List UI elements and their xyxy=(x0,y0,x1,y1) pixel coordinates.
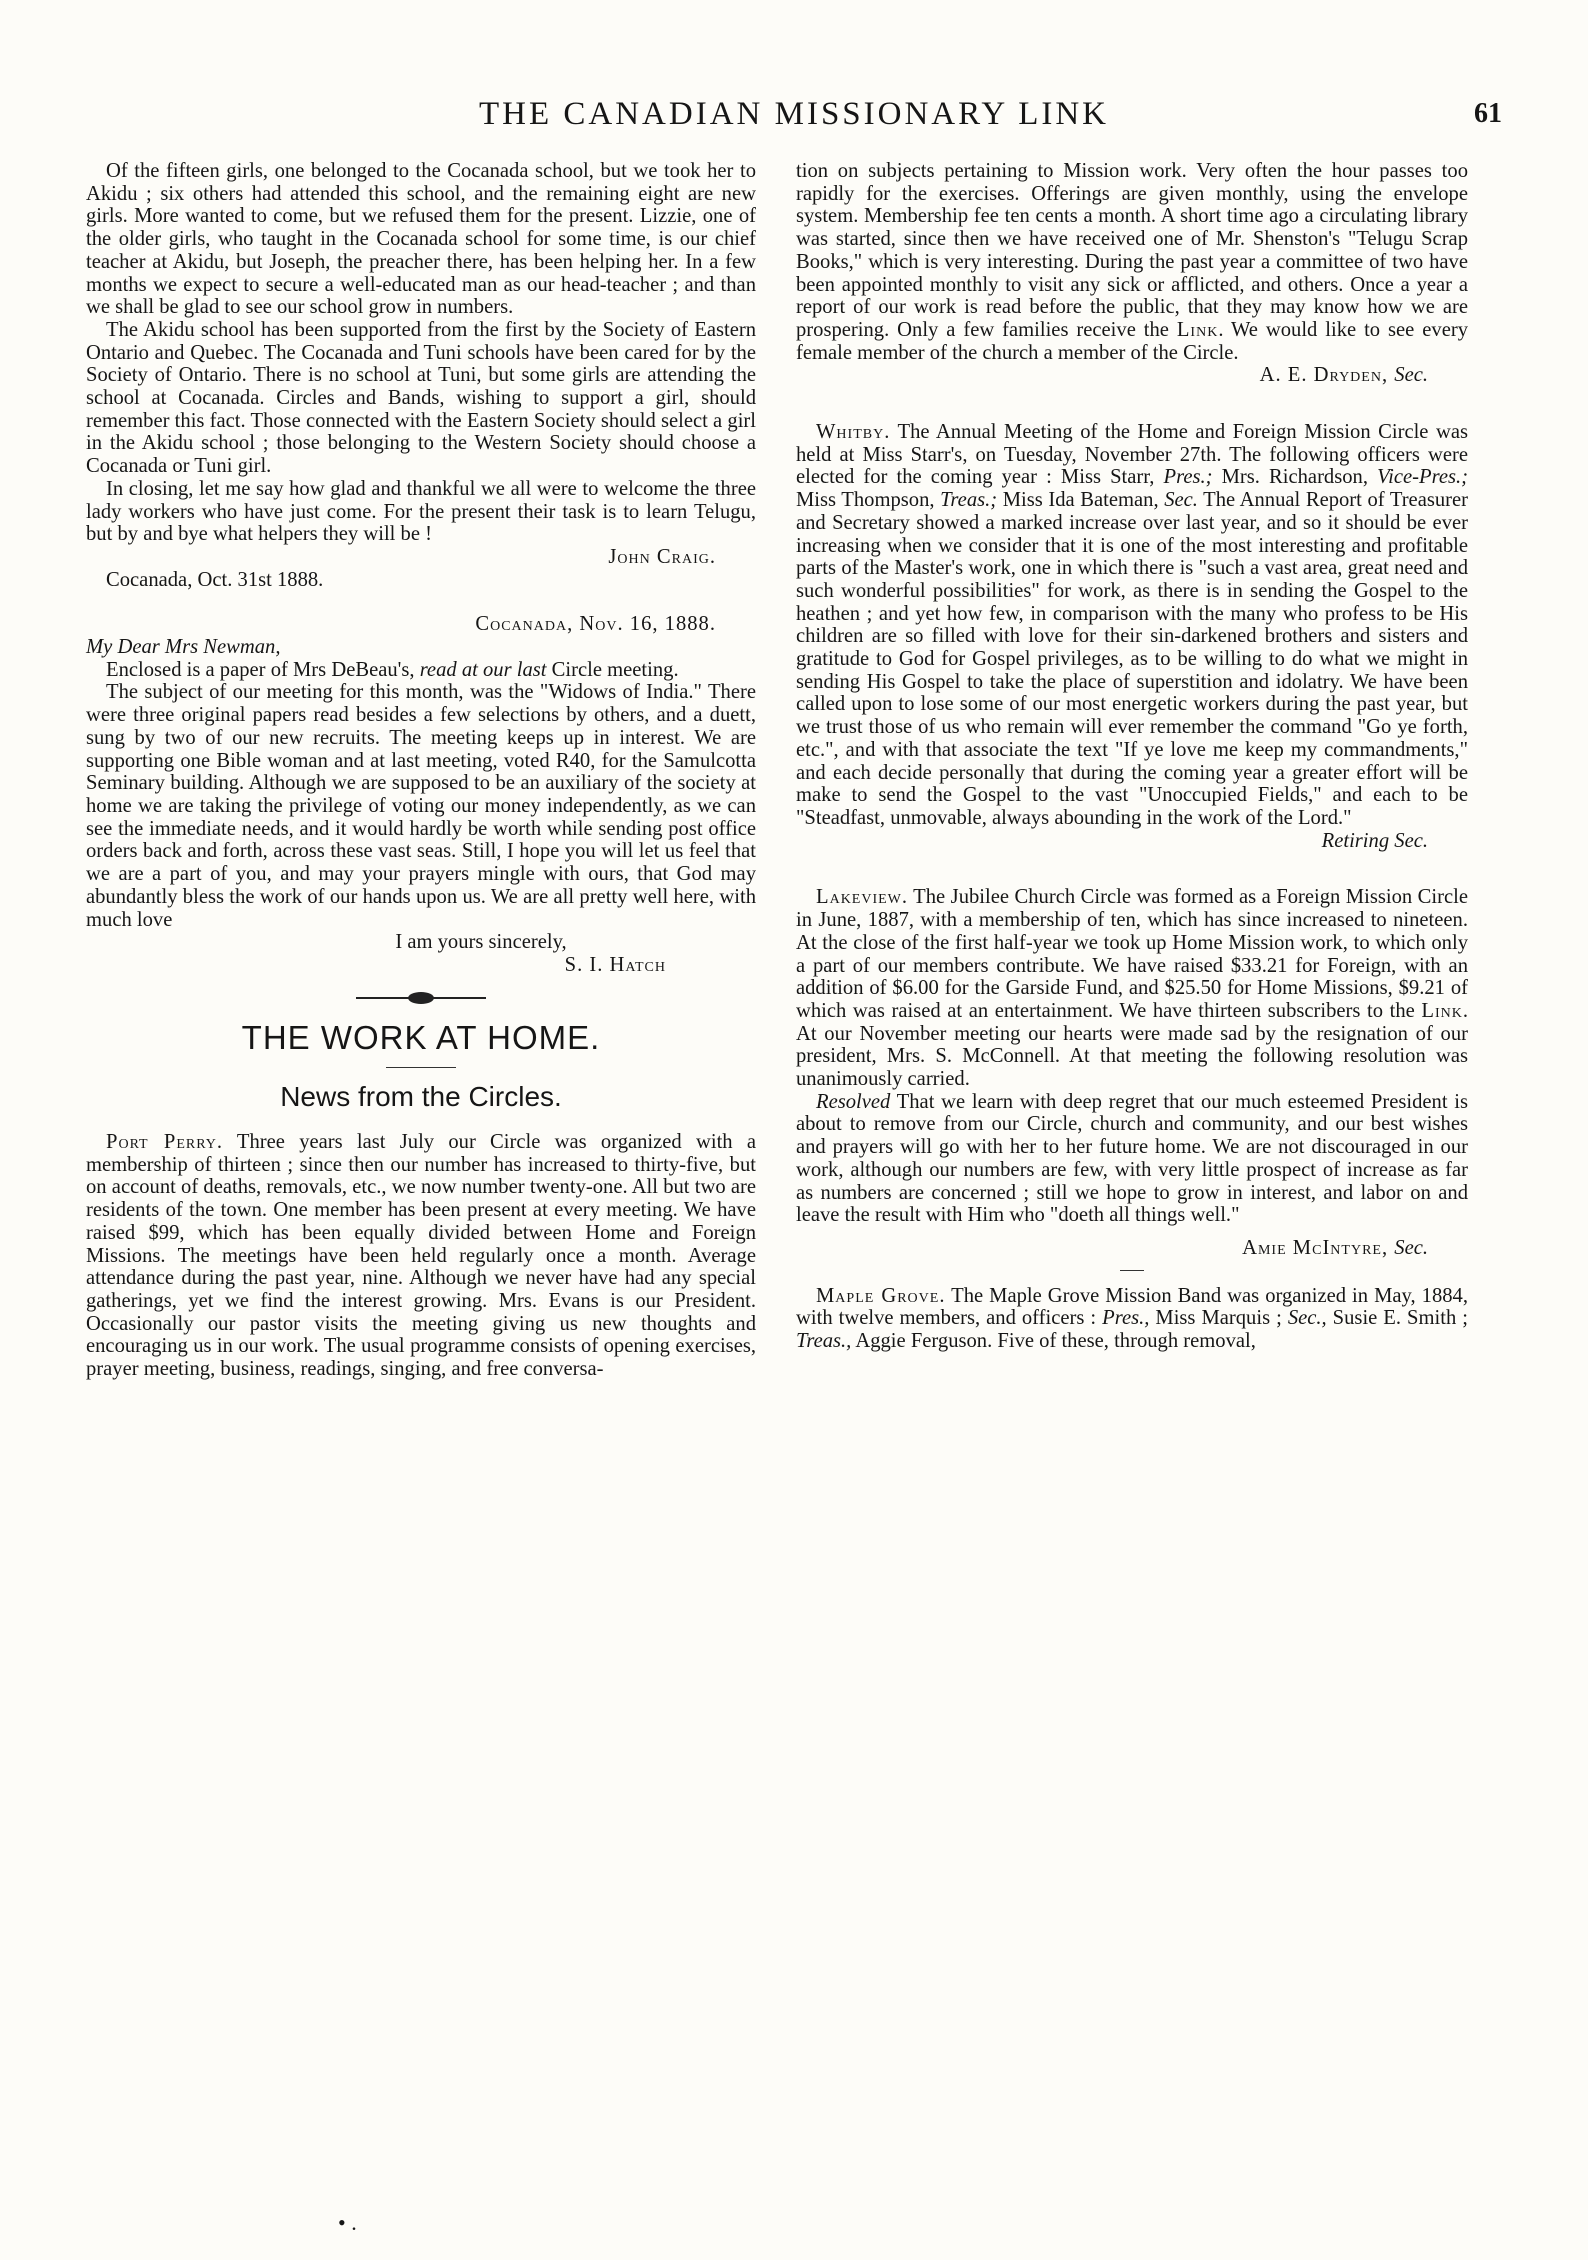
lakeview-link-word: Link xyxy=(1421,999,1463,1022)
maple-text-c: Susie E. Smith ; xyxy=(1326,1307,1468,1330)
paragraph-whitby xyxy=(796,421,1468,830)
lakeview-label: Lakeview. xyxy=(816,886,909,909)
maple-text-a: The Maple Grove Mission Band was organized in May, 1884, with twelve members, and officers : xyxy=(796,1284,1468,1330)
whitby-label: Whitby. xyxy=(816,421,891,444)
maple-sec: Sec., xyxy=(1287,1307,1327,1330)
enclosed-text: Enclosed is a paper of Mrs DeBeau's, xyxy=(106,658,420,681)
paragraph-enclosed xyxy=(86,659,756,682)
port-perry-cont-text: tion on subjects pertaining to Mission work. Very often the hour passes too rapidly for the exercises. Offerings are given monthly, using the envelope system. Membership fee ten cents a month. A short time ago a circulating library was started, since then we have received one of Mr. Shenston's "Telugu Scrap Books," which is very interesting. During the past year a committee of two have been appointed monthly to visit any sick or afflicted, and others. Once a year a report of our work is read before the public, that they may know how we are prospering. Only a few families receive the xyxy=(796,160,1468,341)
whitby-vice: Vice-Pres.; xyxy=(1377,466,1468,489)
maple-text-b: Miss Marquis ; xyxy=(1149,1307,1288,1330)
whitby-text-d: Miss Ida Bateman, xyxy=(997,489,1165,512)
signature-mcintyre xyxy=(796,1237,1468,1260)
left-column xyxy=(86,160,756,1381)
whitby-text-e: The Annual Report of Treasurer and Secretary showed a marked increase over last year, and so it should be ever increasing when we consider that it is one of the most interesting and profitable parts of the Master's work, one in which there is "such a vast area, great need and such wonderful possibilities" for work, as there is in sending the Gospel to the heathen ; and yet how few, in comparison with the many who profess to be His children are so filled with love for their sin-darkened brothers and sisters and gratitude to God for Gospel privileges, as to be willing to do what we might in sending His Gospel to take the place of superstition and idolatry. We have been called upon to lose some of our most energetic workers during the past year, but we trust those of us who remain will ever remember the command "Go ye forth, etc.", and with that associate the text "If ye love me keep my commandments," and each decide personally that during the coming year a greater effort will be make to send the Gospel to the vast "Unoccupied Fields," and each to be "Steadfast, unmovable, always abounding in the work of the Lord." xyxy=(796,489,1469,829)
signature-hatch: S. I. Hatch xyxy=(564,953,666,976)
whitby-pres: Pres.; xyxy=(1163,466,1213,489)
port-perry-text: Three years last July our Circle was organized with a membership of thirteen ; since then our number has increased to thirty-five, but on account of deaths, removals, etc., we now number twenty-one. All but two are residents of the town. One member has been present at every meeting. We have raised $99, which has been equally divided between Home and Foreign Missions. The meetings have been held regularly once a month. Average attendance during the past year, nine. Although we never have had any special gatherings, yet we find the interest growing. Mrs. Evans is our President. Occasionally our pastor visits the meeting giving us new thoughts and encouraging us in our work. The usual programme consists of opening exercises, prayer meeting, business, readings, singing, and free conversa- xyxy=(86,1131,756,1381)
enclosed-end: Circle meeting. xyxy=(546,658,679,681)
dryden-sec: Sec. xyxy=(1394,364,1428,387)
signature-retiring-sec: Retiring Sec. xyxy=(1321,829,1428,852)
running-head xyxy=(0,96,1588,140)
lakeview-text-2: . At our November meeting our hearts were made sad by the resignation of our president, Mrs. S. McConnell. At that meeting the following resolution was unanimously carried. xyxy=(796,999,1468,1091)
whitby-treas: Treas.; xyxy=(940,489,998,512)
dryden-name: A. E. Dryden, xyxy=(1259,364,1395,387)
paragraph-maple-grove xyxy=(796,1285,1468,1353)
maple-grove-label: Maple Grove. xyxy=(816,1284,946,1307)
paragraph-lakeview xyxy=(796,886,1468,1090)
mcintyre-sec: Sec. xyxy=(1394,1236,1428,1259)
section-heading: THE WORK AT HOME. xyxy=(241,1018,601,1056)
paragraph-closing: In closing, let me say how glad and thankful we all were to welcome the three lady workers who have just come. For the present their task is to learn Telugu, but by and bye what helpers they will be ! xyxy=(86,477,756,546)
closing-sincerely: I am yours sincerely, xyxy=(395,931,567,954)
mcintyre-name: Amie McIntyre, xyxy=(1242,1236,1395,1259)
running-title: THE CANADIAN MISSIONARY LINK xyxy=(478,96,1109,132)
letter-dateline: Cocanada, Nov. 16, 1888. xyxy=(475,613,716,636)
resolved-text: That we learn with deep regret that our much esteemed President is about to remove from our Circle, church and community, and our best wishes and prayers will go with her to her future home. We are not discouraged in our work, although our numbers are few, with very little prospect of increase as far as numbers are concerned ; still we hope to grow in interest, and labor on and leave the result with Him who "doeth all things well." xyxy=(796,1090,1468,1227)
maple-treas: Treas., xyxy=(796,1330,852,1353)
port-perry-label: Port Perry. xyxy=(106,1131,224,1154)
heading-rule xyxy=(386,1067,456,1068)
whitby-sec: Sec. xyxy=(1164,489,1198,512)
paragraph-akidu-school: The Akidu school has been supported from the first by the Society of Eastern Ontario and Quebec. The Cocanada and Tuni schools have been cared for by the Society of Ontario. There is no school at Tuni, but some girls are attending the school at Cocanada. Circles and Bands, wishing to support a girl, should remember this fact. Those connected with the Eastern Society should select a girl in the Akidu school ; those belonging to the Western Society should choose a Cocanada or Tuni girl. xyxy=(86,318,756,478)
maple-pres: Pres., xyxy=(1102,1307,1150,1330)
enclosed-italic: read at our last xyxy=(419,658,547,681)
signature-dryden xyxy=(796,364,1468,387)
port-perry-cont-end: . We would like to see every female member of the church a member of the Circle. xyxy=(796,318,1468,364)
footer-mark: • . xyxy=(338,2210,357,2235)
link-word: Link xyxy=(1176,318,1219,341)
right-column xyxy=(796,160,1468,1353)
paragraph-widows-meeting: The subject of our meeting for this month, was the "Widows of India." There were three original papers read besides a few selections by others, and a duett, sung by two of our new recruits. The meeting keeps up in interest. We are supporting one Bible woman and at last meeting, voted R40, for the Samulcotta Seminary building. Although we are supposed to be an auxiliary of the society at home we are taking the privilege of voting our money independently, as we can see the immediate needs, and it would hardly be worth while sending post office orders back and forth, across these vast seas. Still, I hope you will let us feel that we are a part of you, and may your prayers mingle with ours, that God may abundantly bless the work of our hands upon us. We are all pretty well here, with much love xyxy=(86,681,756,931)
section-ornament xyxy=(356,991,486,1005)
paragraph-port-perry xyxy=(86,1131,756,1381)
page-number: 61 xyxy=(1474,98,1502,129)
paragraph-girls: Of the fifteen girls, one belonged to the Cocanada school, but we took her to Akidu ; six others had attended this school, and the remaining eight are new girls. More wanted to come, but we refused them for the present. Lizzie, one of the older girls, who taught in the Cocanada school for some time, is our chief teacher at Akidu, but Joseph, the preacher there, has been helping her. In a few months we expect to secure a well-educated man as our head-teacher ; and than we shall be glad to see our school grow in numbers. xyxy=(86,160,756,319)
paragraph-port-perry-continued xyxy=(796,160,1468,364)
resolved-label: Resolved xyxy=(816,1090,891,1113)
maple-text-d: Aggie Ferguson. Five of these, through removal, xyxy=(851,1330,1256,1353)
whitby-text-c: Miss Thompson, xyxy=(796,489,941,512)
short-divider xyxy=(1120,1270,1144,1271)
paragraph-resolved xyxy=(796,1091,1468,1227)
salutation: My Dear Mrs Newman, xyxy=(86,636,281,659)
lakeview-text: The Jubilee Church Circle was formed as a Foreign Mission Circle in June, 1887, with a membership of ten, which has since increased to nineteen. At the close of the first half-year we took up Home Mission work, to which only a part of our members contribute. We have raised $33.21 for Foreign, with an addition of $6.00 for the Garside Fund, and $25.50 for Home Missions, $9.21 of which was raised at an entertainment. We have thirteen subscribers to the xyxy=(796,886,1468,1022)
place-date-craig: Cocanada, Oct. 31st 1888. xyxy=(106,568,324,591)
signature-craig: John Craig. xyxy=(608,545,716,568)
whitby-text-b: Mrs. Richardson, xyxy=(1212,466,1378,489)
subsection-heading: News from the Circles. xyxy=(280,1081,562,1113)
whitby-text-a: The Annual Meeting of the Home and Foreign Mission Circle was held at Miss Starr's, on Tuesday, November 27th. The following officers were elected for the coming year : Miss Starr, xyxy=(796,421,1468,489)
